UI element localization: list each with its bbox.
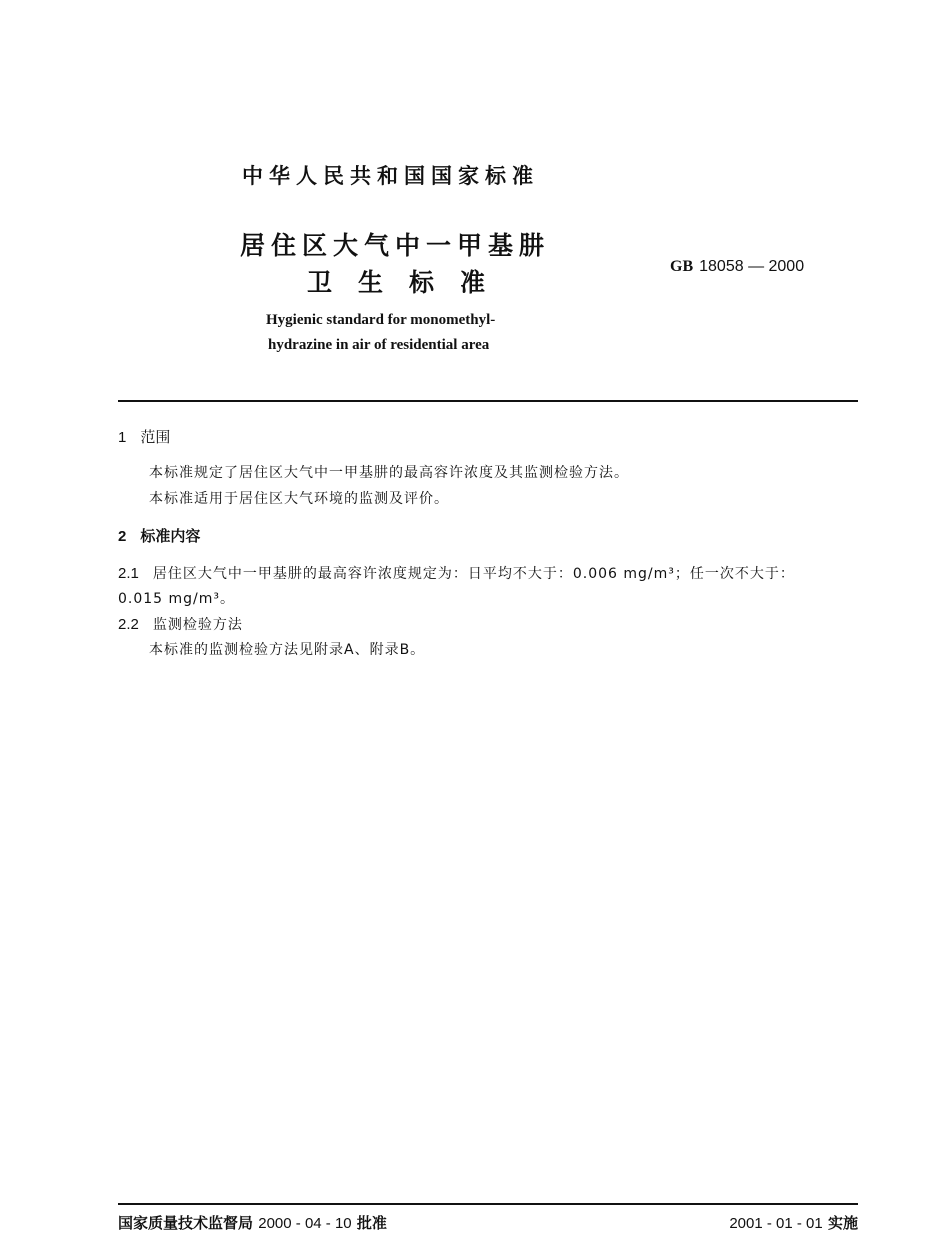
header-divider (118, 400, 858, 402)
standard-code-number: 18058 — 2000 (699, 258, 805, 275)
clause-2-2-paragraph: 本标准的监测检验方法见附录A、附录B。 (149, 642, 426, 658)
section-1-number: 1 (118, 429, 127, 446)
national-standard-heading: 中华人民共和国国家标准 (242, 164, 539, 188)
document-title-line2: 卫生标准 (307, 268, 512, 297)
clause-2-2-title: 监测检验方法 (152, 617, 243, 633)
section-1-title: 范围 (140, 428, 171, 446)
effective-statement (729, 1212, 858, 1233)
footer-divider (118, 1203, 858, 1205)
document-title-line1: 居住区大气中一甲基肼 (240, 231, 551, 260)
effective-word: 实施 (827, 1214, 858, 1232)
section-2-heading (118, 525, 200, 546)
section-2-title: 标准内容 (140, 527, 201, 545)
approval-statement (118, 1212, 387, 1233)
clause-2-1-line2: 0.015 mg/m³。 (118, 591, 236, 607)
english-title-line1: Hygienic standard for monomethyl- (266, 312, 496, 328)
section-1-paragraph-1: 本标准规定了居住区大气中一甲基肼的最高容许浓度及其监测检验方法。 (149, 465, 629, 481)
approval-org: 国家质量技术监督局 (118, 1214, 254, 1232)
clause-2-1-line1: 居住区大气中一甲基肼的最高容许浓度规定为：日平均不大于：0.006 mg/m³；任一次不大于： (152, 566, 795, 582)
clause-2-1-number: 2.1 (118, 565, 139, 582)
clause-2-1 (118, 563, 795, 583)
effective-date: 2001 - 01 - 01 (729, 1215, 823, 1232)
approval-date: 2000 - 04 - 10 (258, 1215, 352, 1232)
section-2-number: 2 (118, 528, 127, 545)
english-title-line2: hydrazine in air of residential area (268, 337, 490, 353)
section-1-heading (118, 426, 170, 447)
clause-2-2-number: 2.2 (118, 616, 139, 633)
standard-code (670, 258, 804, 276)
standard-code-prefix: GB (670, 258, 694, 275)
approval-word: 批准 (356, 1214, 387, 1232)
section-1-paragraph-2: 本标准适用于居住区大气环境的监测及评价。 (149, 491, 449, 507)
clause-2-2 (118, 614, 243, 634)
